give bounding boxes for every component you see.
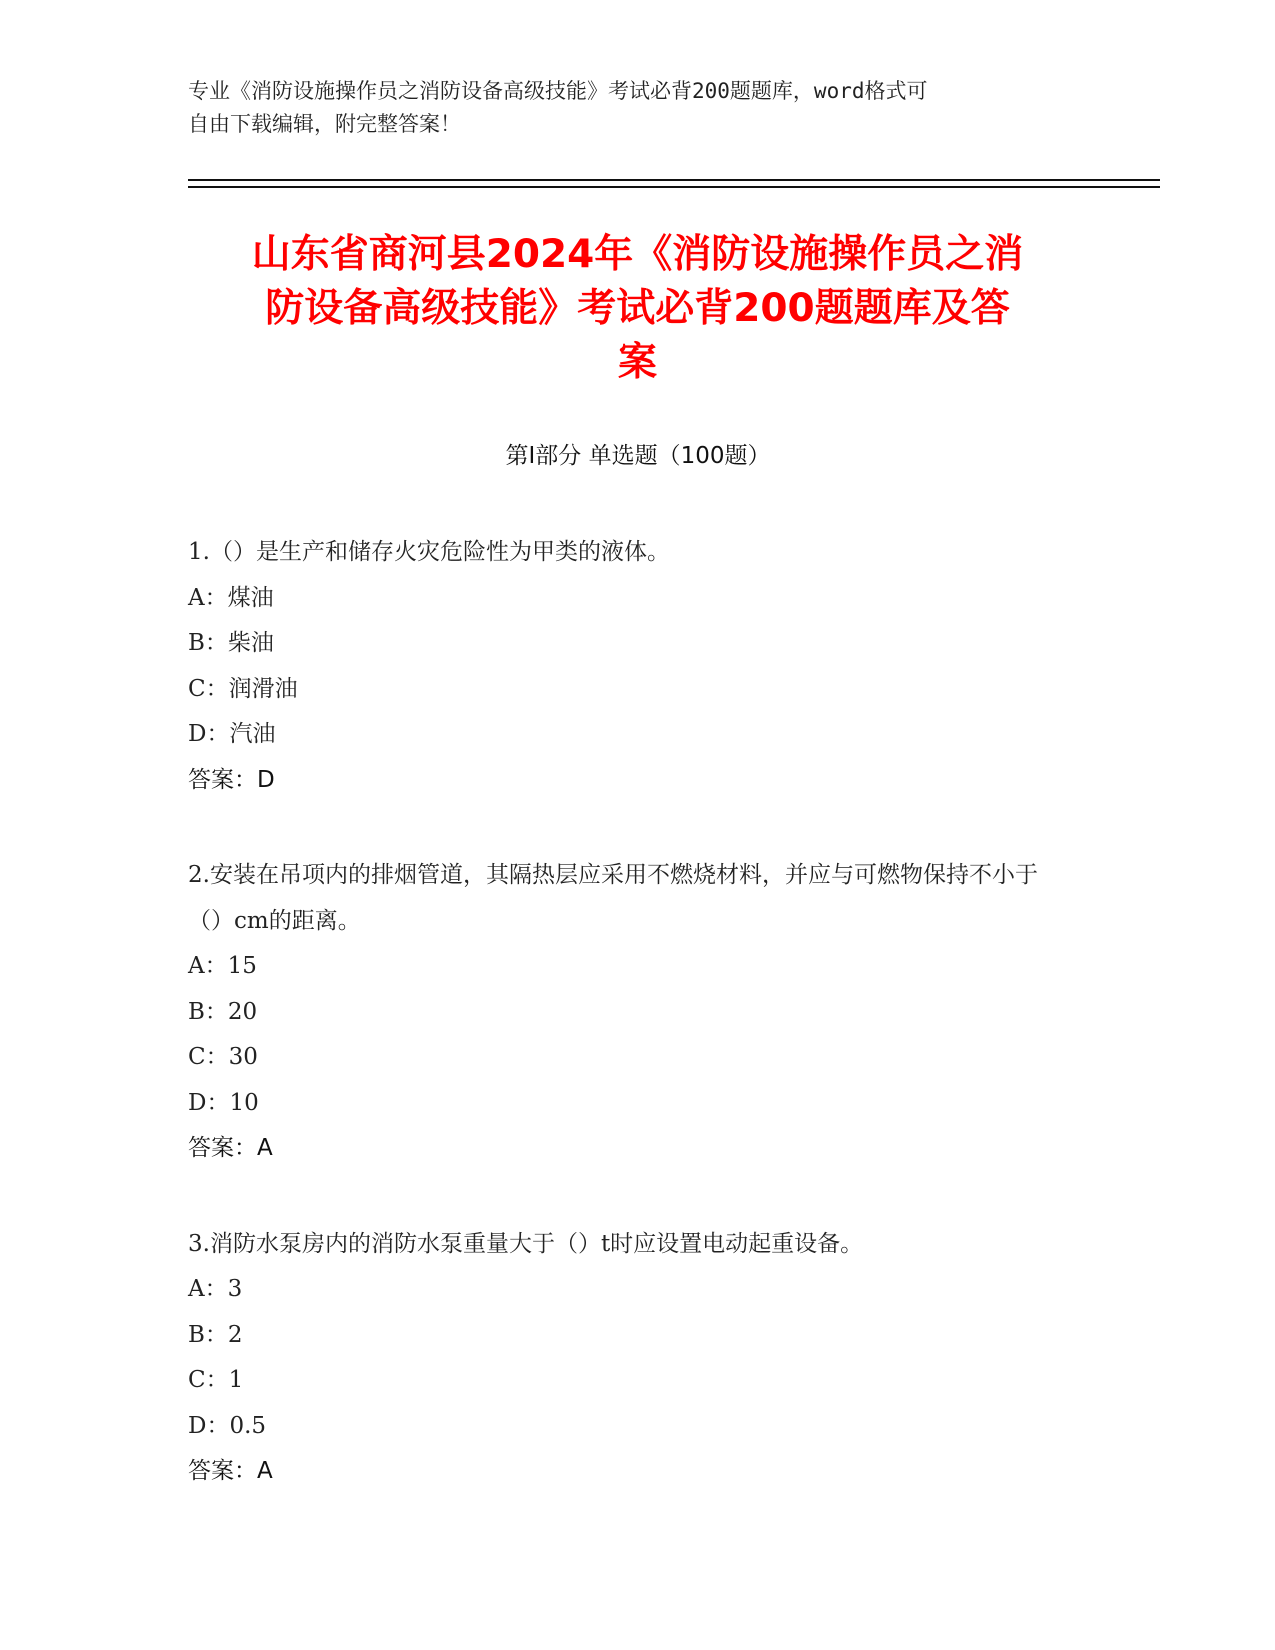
option-c: C：润滑油: [188, 675, 298, 702]
question-item: [188, 530, 1068, 803]
header-note-line-2: 自由下载编辑，附完整答案！: [188, 112, 461, 136]
option-d: D：10: [188, 1089, 259, 1116]
document-title-line-2: 防设备高级技能》考试必背200题题库及答: [265, 286, 1010, 331]
answer-line: 答案：D: [188, 766, 275, 793]
question-item: [188, 853, 1068, 1172]
question-list: [188, 530, 1068, 1545]
document-title-line-3: 案: [617, 340, 657, 385]
option-c: C：1: [188, 1367, 244, 1393]
option-d: D：0.5: [188, 1412, 267, 1439]
option-b: B：柴油: [188, 630, 274, 656]
option-c: C：30: [188, 1044, 258, 1070]
question-stem: 2.安装在吊项内的排烟管道，其隔热层应采用不燃烧材料，并应与可燃物保持不小于（）cm的距离。: [188, 862, 1038, 934]
answer-line: 答案：A: [188, 1458, 273, 1484]
question-item: [188, 1222, 1068, 1495]
document-title: [180, 228, 1095, 390]
option-a: A：15: [188, 953, 257, 979]
option-a: A：3: [188, 1276, 243, 1302]
question-stem: 3.消防水泵房内的消防水泵重量大于（）t时应设置电动起重设备。: [188, 1230, 864, 1257]
question-stem: 1.（）是生产和储存火灾危险性为甲类的液体。: [188, 539, 670, 565]
option-b: B：20: [188, 998, 258, 1025]
option-a: A：煤油: [188, 584, 274, 611]
option-d: D：汽油: [188, 721, 276, 747]
document-title-line-1: 山东省商河县2024年《消防设施操作员之消: [251, 232, 1024, 277]
header-divider-top: [188, 179, 1160, 181]
option-b: B：2: [188, 1321, 243, 1348]
section-heading: 第I部分 单选题（100题）: [505, 443, 771, 469]
header-divider-bottom: [188, 186, 1160, 188]
answer-line: 答案：A: [188, 1135, 273, 1161]
header-note-line-1: 专业《消防设施操作员之消防设备高级技能》考试必背200题题库，word格式可: [188, 79, 928, 103]
header-note: [188, 75, 1068, 141]
